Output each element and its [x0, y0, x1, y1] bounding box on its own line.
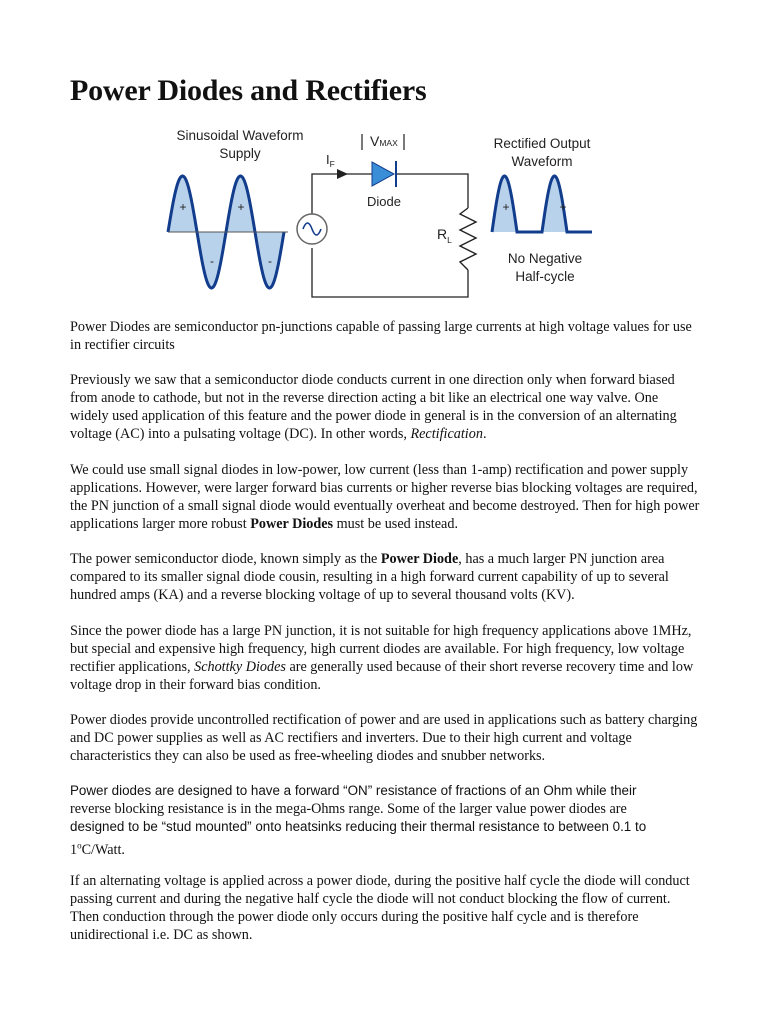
diode-label: Diode [367, 194, 401, 209]
paragraph-power-diode-text: , has a much larger PN junction area compared to its smaller signal diode cousin, resulting in a high forward current capability of up to several hundred amps (KA) and a reverse blocking voltage of up to several thousand volts (KV). [70, 551, 669, 603]
supply-label-line2: Supply [219, 146, 261, 161]
paragraph-conduction: If an alternating voltage is applied across a power diode, during the positive half cycle the diode will conduct passing current and during the negative half cycle the diode will not conduct blocking the flow of current. Then conduction through the power diode only occurs during the positive half cycle and is therefore unidirectional i.e. DC as shown. [70, 873, 690, 943]
paragraph-rectification [70, 371, 700, 443]
no-negative-label-line2: Half-cycle [515, 269, 575, 284]
paragraph-resistance [70, 782, 700, 859]
current-arrow-icon [337, 169, 348, 179]
schottky-diodes-term: Schottky Diodes [194, 659, 286, 675]
paragraph-frequency [70, 622, 700, 694]
load-resistor-label: $R_L$ [437, 226, 452, 245]
current-label: $I_F$ [326, 152, 335, 169]
top-wire-right [397, 174, 468, 208]
resistance-line-3: designed to be “stud mounted” onto heatsinks reducing their thermal resistance to between 0.1 to [70, 819, 647, 834]
power-diodes-term: Power Diodes [250, 516, 334, 532]
supply-label-line1: Sinusoidal Waveform [176, 128, 304, 143]
paragraph-intro: Power Diodes are semiconductor pn-junctions capable of passing large currents at high voltage values for use in rectifier circuits [70, 319, 692, 353]
paragraph-power-diode-start: The power semiconductor diode, known simply as the [70, 551, 381, 567]
page-title: Power Diodes and Rectifiers [70, 74, 427, 107]
no-negative-label-line1: No Negative [507, 251, 583, 266]
output-plus-sign-2: + [559, 200, 567, 214]
power-diode-term: Power Diode [380, 551, 459, 567]
resistance-line-4 [70, 842, 125, 858]
rectifier-circuit-diagram [150, 122, 610, 302]
input-plus-sign-1: + [179, 200, 187, 214]
vmax-label: VMAX [370, 133, 398, 149]
rectification-term: Rectification [410, 426, 483, 442]
paragraph-rectification-end: . [482, 426, 487, 442]
input-minus-sign-1: - [210, 254, 214, 268]
output-label-line1: Rectified Output [493, 136, 591, 151]
paragraph-small-signal [70, 461, 700, 533]
paragraph-rectification-text: Previously we saw that a semiconductor diode conducts current in one direction only when forward biased from anode to cathode, but not in the reverse direction acting a bit like an electrical one way valve. One widely used application of this feature and the power diode in general is in the conversion of an alternating voltage (AC) into a pulsating voltage (DC). In other words, [70, 372, 677, 442]
diode-icon [372, 162, 394, 186]
input-minus-sign-2: - [268, 254, 272, 268]
load-resistor-icon [460, 208, 476, 270]
output-plus-sign-1: + [502, 200, 510, 214]
paragraph-frequency-end: are generally used because of their short reverse recovery time and low voltage drop in their forward bias condition. [70, 659, 694, 693]
paragraph-power-diode [70, 550, 700, 604]
output-label-line2: Waveform [511, 154, 573, 169]
resistance-unit: C/Watt. [81, 841, 125, 858]
input-plus-sign-2: + [237, 200, 245, 214]
resistance-line-1: Power diodes are designed to have a forward “ON” resistance of fractions of an Ohm while their [70, 783, 637, 798]
resistance-value: 1 [70, 841, 78, 858]
paragraph-applications: Power diodes provide uncontrolled rectification of power and are used in applications such as battery charging and DC power supplies as well as AC rectifiers and inverters. Due to their high current and voltage characteristics they can also be used as free-wheeling diodes and snubber networks. [70, 712, 698, 764]
degree-superscript: o [77, 840, 82, 850]
resistance-line-2: reverse blocking resistance is in the mega-Ohms range. Some of the larger value power diodes are [70, 801, 627, 817]
bottom-wire [312, 248, 468, 297]
paragraph-small-signal-end: must be used instead. [333, 516, 458, 532]
paragraph-frequency-text: Since the power diode has a large PN junction, it is not suitable for high frequency applications above 1MHz, but special and expensive high frequency, high current diodes are available. For high frequency, low voltage rectifier applications, [70, 623, 692, 675]
paragraph-small-signal-text: We could use small signal diodes in low-power, low current (less than 1-amp) rectification and power supply applications. However, were larger forward bias currents or higher reverse bias blocking voltages are required, the PN junction of a small signal diode would eventually overheat and become destroyed. Then for high power applications larger more robust [70, 462, 700, 532]
